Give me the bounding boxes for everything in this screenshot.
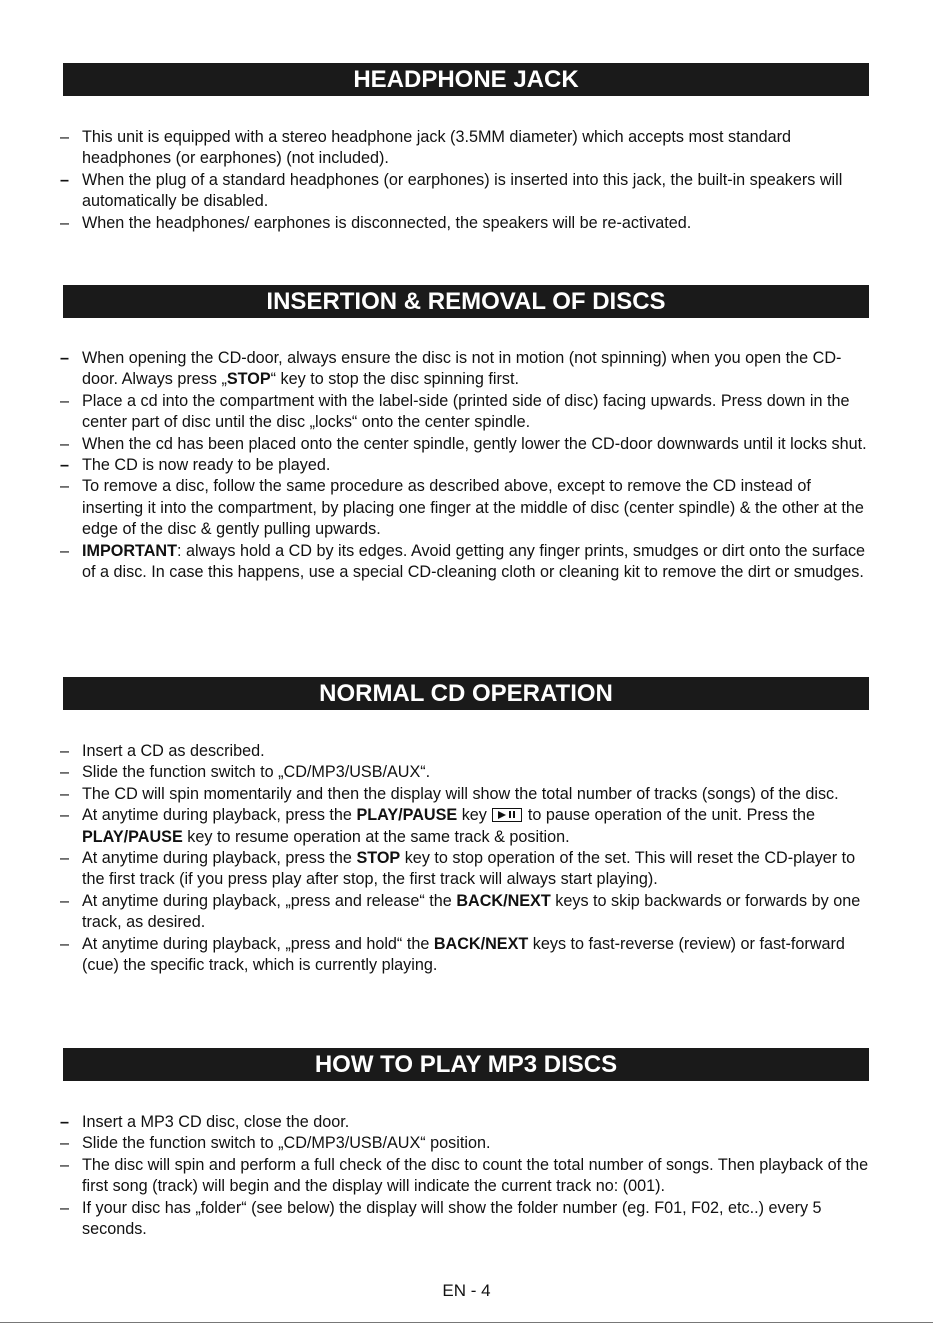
list-item: – Insert a MP3 CD disc, close the door. (60, 1113, 350, 1131)
bottom-divider (0, 1322, 933, 1323)
list-item: – At anytime during playback, „press and hold“ the BACK/NEXT keys to fast-reverse (review) or fast-forward (cue) the specific track, which is currently playing. (60, 934, 845, 975)
list-item: – Slide the function switch to „CD/MP3/USB/AUX“ position. (60, 1134, 491, 1153)
list-item: – This unit is equipped with a stereo headphone jack (3.5MM diameter) which accepts most standard headphones (or earphones) (not included). (60, 128, 792, 168)
headphone-jack-list (58, 127, 873, 234)
list-item: – The CD will spin momentarily and then the display will show the total number of tracks (songs) of the disc. (60, 784, 839, 803)
list-item: – At anytime during playback, press the PLAY/PAUSE key to pause operation of the unit. Press the PLAY/PAUSE key to resume operation at the same track & position. (60, 806, 815, 846)
list-item: – Slide the function switch to „CD/MP3/USB/AUX“. (60, 763, 431, 782)
section-title-normal-cd-operation: NORMAL CD OPERATION (63, 677, 869, 710)
normal-cd-operation-list (58, 741, 873, 976)
list-item: – When the cd has been placed onto the center spindle, gently lower the CD-door downwards until it locks shut. (60, 434, 867, 453)
section-title-mp3-discs: HOW TO PLAY MP3 DISCS (63, 1048, 869, 1081)
list-item: – When the headphones/ earphones is disconnected, the speakers will be re-activated. (60, 213, 692, 232)
insertion-removal-list (58, 348, 873, 583)
list-item: – When opening the CD-door, always ensure the disc is not in motion (not spinning) when you open the CD-door. Always press „STOP“ key to stop the disc spinning first. (60, 349, 842, 389)
list-item: – The disc will spin and perform a full check of the disc to count the total number of songs. Then playback of the first song (track) will begin and the display will indicate the current track no: (001). (60, 1155, 869, 1196)
play-pause-icon (492, 808, 522, 822)
list-item: – IMPORTANT: always hold a CD by its edges. Avoid getting any finger prints, smudges or dirt onto the surface of a disc. In case this happens, use a special CD-cleaning cloth or cleaning kit to remove the dirt or smudges. (60, 541, 866, 582)
list-item: – Insert a CD as described. (60, 742, 265, 760)
list-item: – When the plug of a standard headphones (or earphones) is inserted into this jack, the built-in speakers will automatically be disabled. (60, 170, 843, 211)
list-item: – The CD is now ready to be played. (60, 456, 331, 475)
list-item: – If your disc has „folder“ (see below) the display will show the folder number (eg. F01, F02, etc..) every 5 seconds. (60, 1198, 822, 1239)
list-item: – Place a cd into the compartment with the label-side (printed side of disc) facing upwards. Press down in the center part of disc until the disc „locks“ onto the center spindle. (60, 391, 850, 432)
list-item: – At anytime during playback, press the STOP key to stop operation of the set. This will reset the CD-player to the first track (if you press play after stop, the first track will always start playing). (60, 849, 856, 889)
page-number: EN - 4 (442, 1281, 491, 1300)
list-item: – To remove a disc, follow the same procedure as described above, except to remove the CD instead of inserting it into the compartment, by placing one finger at the middle of disc (center spindle) & the other at the edge of the disc & gently pulling upwards. (60, 477, 864, 539)
section-title-headphone-jack: HEADPHONE JACK (63, 63, 869, 96)
list-item: – At anytime during playback, „press and release“ the BACK/NEXT keys to skip backwards or forwards by one track, as desired. (60, 891, 861, 932)
mp3-discs-list (58, 1112, 873, 1240)
section-title-insertion-removal: INSERTION & REMOVAL OF DISCS (63, 285, 869, 318)
